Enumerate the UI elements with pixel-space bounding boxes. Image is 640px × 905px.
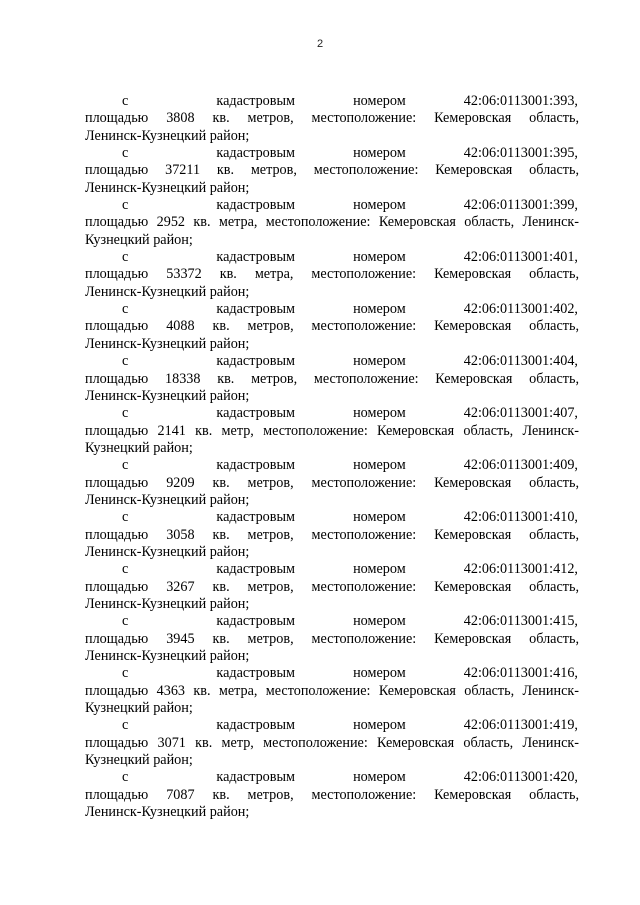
entry-prep: с — [122, 197, 129, 214]
entry-heading-line — [85, 561, 579, 578]
entry-text-line: площадью 18338 кв. метров, местоположение: Кемеровская область, — [85, 370, 579, 387]
entry-number: 42:06:0113001:420, — [463, 769, 578, 786]
entry-noun: номером — [353, 509, 406, 526]
entry-prep: с — [122, 561, 129, 578]
entry-noun: номером — [353, 717, 406, 734]
entry-word: кадастровым — [216, 457, 295, 474]
entry-noun: номером — [353, 665, 406, 682]
entry-heading-line — [85, 353, 579, 370]
entry-word: кадастровым — [216, 665, 295, 682]
entry-text-line: Кузнецкий район; — [85, 231, 193, 248]
entry-text-line: Ленинск-Кузнецкий район; — [85, 543, 250, 560]
cadastral-entry — [85, 665, 579, 717]
entry-word: кадастровым — [216, 613, 295, 630]
entry-heading-line — [85, 717, 579, 734]
entry-text-line: площадью 53372 кв. метра, местоположение: Кемеровская область, — [85, 266, 579, 283]
entry-heading-line — [85, 145, 579, 162]
entry-heading-line — [85, 405, 579, 422]
entry-number: 42:06:0113001:415, — [463, 613, 578, 630]
entry-description — [85, 371, 579, 406]
entry-text-line: Кузнецкий район; — [85, 752, 193, 769]
cadastral-entry — [85, 613, 579, 665]
entry-heading-line — [85, 197, 579, 214]
entry-heading-line — [85, 301, 579, 318]
entry-prep: с — [122, 93, 129, 109]
entry-prep: с — [122, 457, 129, 474]
entry-text-line: Ленинск-Кузнецкий район; — [85, 804, 250, 821]
entry-noun: номером — [353, 561, 406, 578]
entry-description — [85, 527, 579, 562]
entry-heading-line — [85, 249, 579, 266]
entry-text-line: Ленинск-Кузнецкий район; — [85, 491, 250, 508]
entry-noun: номером — [353, 769, 406, 786]
entry-noun: номером — [353, 613, 406, 630]
entry-number: 42:06:0113001:401, — [463, 249, 578, 266]
entry-number: 42:06:0113001:416, — [463, 665, 578, 682]
entry-noun: номером — [353, 145, 406, 162]
entry-word: кадастровым — [216, 197, 295, 214]
entry-text-line: площадью 37211 кв. метров, местоположение: Кемеровская область, — [85, 162, 579, 179]
entry-text-line: площадью 2952 кв. метра, местоположение: Кемеровская область, Ленинск- — [85, 214, 579, 231]
entry-text-line: Кузнецкий район; — [85, 439, 193, 456]
cadastral-entry — [85, 457, 579, 509]
cadastral-entry — [85, 249, 579, 301]
entry-noun: номером — [353, 457, 406, 474]
entry-text-line: Ленинск-Кузнецкий район; — [85, 335, 250, 352]
entry-heading-line — [85, 457, 579, 474]
entry-word: кадастровым — [216, 93, 295, 109]
entry-text-line: Ленинск-Кузнецкий район; — [85, 127, 250, 144]
entry-noun: номером — [353, 353, 406, 370]
entry-description — [85, 423, 579, 458]
entry-number: 42:06:0113001:393, — [463, 93, 578, 109]
entry-text-line: площадью 3058 кв. метров, местоположение: Кемеровская область, — [85, 526, 579, 543]
entry-description — [85, 110, 579, 145]
entry-description — [85, 787, 579, 822]
entry-text-line: Ленинск-Кузнецкий район; — [85, 179, 250, 196]
entry-heading-line — [85, 613, 579, 630]
entry-prep: с — [122, 665, 129, 682]
entry-text-line: площадью 7087 кв. метров, местоположение: Кемеровская область, — [85, 786, 579, 803]
cadastral-entry — [85, 353, 579, 405]
entry-prep: с — [122, 769, 129, 786]
entry-prep: с — [122, 613, 129, 630]
entry-text-line: Ленинск-Кузнецкий район; — [85, 387, 250, 404]
cadastral-entry — [85, 769, 579, 821]
entry-description — [85, 214, 579, 249]
entry-word: кадастровым — [216, 509, 295, 526]
entry-noun: номером — [353, 93, 406, 109]
entry-word: кадастровым — [216, 405, 295, 422]
entry-number: 42:06:0113001:407, — [463, 405, 578, 422]
entry-prep: с — [122, 509, 129, 526]
entry-prep: с — [122, 145, 129, 162]
entry-number: 42:06:0113001:404, — [463, 353, 578, 370]
entry-prep: с — [122, 353, 129, 370]
entry-noun: номером — [353, 301, 406, 318]
entry-number: 42:06:0113001:419, — [463, 717, 578, 734]
entry-word: кадастровым — [216, 249, 295, 266]
document-body — [85, 93, 579, 821]
entry-number: 42:06:0113001:412, — [463, 561, 578, 578]
entry-text-line: Ленинск-Кузнецкий район; — [85, 283, 250, 300]
entry-word: кадастровым — [216, 769, 295, 786]
cadastral-entry — [85, 197, 579, 249]
entry-prep: с — [122, 717, 129, 734]
entry-text-line: Ленинск-Кузнецкий район; — [85, 595, 250, 612]
entry-description — [85, 266, 579, 301]
entry-number: 42:06:0113001:402, — [463, 301, 578, 318]
cadastral-entry — [85, 717, 579, 769]
entry-description — [85, 579, 579, 614]
entry-text-line: площадью 4363 кв. метра, местоположение: Кемеровская область, Ленинск- — [85, 682, 579, 699]
entry-noun: номером — [353, 197, 406, 214]
entry-word: кадастровым — [216, 145, 295, 162]
entry-prep: с — [122, 405, 129, 422]
entry-text-line: площадью 2141 кв. метр, местоположение: Кемеровская область, Ленинск- — [85, 422, 579, 439]
entry-text-line: площадью 3071 кв. метр, местоположение: Кемеровская область, Ленинск- — [85, 734, 579, 751]
entry-heading-line — [85, 93, 579, 110]
entry-heading-line — [85, 509, 579, 526]
entry-description — [85, 735, 579, 770]
entry-noun: номером — [353, 405, 406, 422]
entry-word: кадастровым — [216, 561, 295, 578]
entry-text-line: площадью 9209 кв. метров, местоположение: Кемеровская область, — [85, 474, 579, 491]
entry-text-line: Кузнецкий район; — [85, 700, 193, 717]
entry-number: 42:06:0113001:410, — [463, 509, 578, 526]
entry-text-line: площадью 3808 кв. метров, местоположение: Кемеровская область, — [85, 110, 579, 127]
entry-description — [85, 318, 579, 353]
entry-noun: номером — [353, 249, 406, 266]
entry-description — [85, 162, 579, 197]
cadastral-entry — [85, 145, 579, 197]
entry-number: 42:06:0113001:399, — [463, 197, 578, 214]
entry-description — [85, 683, 579, 718]
cadastral-entry — [85, 509, 579, 561]
entry-number: 42:06:0113001:395, — [463, 145, 578, 162]
entry-text-line: площадью 3267 кв. метров, местоположение: Кемеровская область, — [85, 578, 579, 595]
cadastral-entry — [85, 405, 579, 457]
entry-heading-line — [85, 665, 579, 682]
entry-description — [85, 475, 579, 510]
entry-word: кадастровым — [216, 717, 295, 734]
cadastral-entry — [85, 93, 579, 145]
entry-text-line: площадью 3945 кв. метров, местоположение: Кемеровская область, — [85, 630, 579, 647]
entry-number: 42:06:0113001:409, — [463, 457, 578, 474]
cadastral-entry — [85, 301, 579, 353]
entry-prep: с — [122, 249, 129, 266]
entry-prep: с — [122, 301, 129, 318]
page-number: 2 — [316, 38, 324, 50]
entry-description — [85, 631, 579, 666]
entry-text-line: площадью 4088 кв. метров, местоположение: Кемеровская область, — [85, 318, 579, 335]
cadastral-entry — [85, 561, 579, 613]
entry-word: кадастровым — [216, 353, 295, 370]
entry-heading-line — [85, 769, 579, 786]
entry-text-line: Ленинск-Кузнецкий район; — [85, 648, 250, 664]
entry-word: кадастровым — [216, 301, 295, 318]
